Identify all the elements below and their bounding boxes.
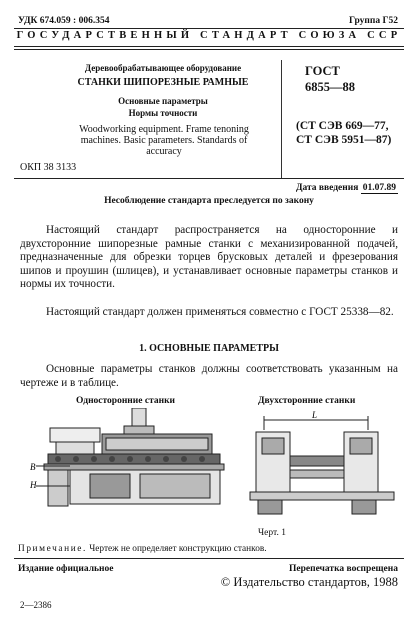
date-label: Дата введения (295, 183, 359, 193)
caption-one-sided: Односторонние станки (76, 396, 176, 406)
st-sev-1: (СТ СЭВ 669—77, (296, 120, 389, 132)
copyright: © Издательство стандартов, 1988 (220, 575, 398, 589)
title-rule (14, 178, 404, 179)
english-title: Woodworking equipment. Frame tenoning machines. Basic parameters. Standards of accuracy (79, 124, 249, 157)
reprint-prohibited: Перепечатка воспрещена (288, 564, 398, 574)
gost-block (305, 64, 355, 95)
gost-number: 6855—88 (305, 79, 355, 94)
introduction-date (296, 183, 398, 193)
label-b: B (30, 462, 36, 472)
violation-notice: Несоблюдение стандарта преследуется по закону (104, 196, 314, 206)
note-label: Примечание. (18, 544, 87, 554)
okp-code: ОКП 38 3133 (20, 162, 77, 173)
section-title: 1. ОСНОВНЫЕ ПАРАМЕТРЫ (139, 343, 279, 354)
udk-code: УДК 674.059 : 006.354 (18, 16, 110, 26)
st-sev-2: СТ СЭВ 5951—87) (296, 133, 392, 146)
subtitle-parameters: Основные параметры (118, 96, 208, 106)
st-sev-block (296, 120, 391, 148)
header-rule-bottom-2 (14, 49, 404, 50)
figure-caption: Черт. 1 (258, 528, 286, 538)
label-h: H (30, 480, 37, 490)
note-text: Чертеж не определяет конструкцию станков. (89, 544, 267, 554)
category-label: Деревообрабатывающее оборудование (84, 63, 242, 73)
paragraph-parameters: Основные параметры станков должны соответствовать указанным на чертеже и в таблице. (20, 363, 398, 389)
label-l: L (312, 410, 318, 420)
two-sided-machine-drawing (244, 408, 400, 520)
state-standard-banner: ГОСУДАРСТВЕННЫЙ СТАНДАРТ СОЮЗА ССР (16, 30, 402, 41)
figure-note (18, 544, 267, 554)
date-value: 01.07.89 (362, 183, 396, 193)
paragraph-scope: Настоящий стандарт распространяется на односторонние и двухсторонние шипорезные рамные станки с механизированной подачей, предназначенные для обрезки торцев брусковых деталей и фрезерования шипов и проушин (шлицев), и устанавливает основные параметры станков и нормы их точности. (20, 224, 398, 290)
footer-rule (14, 558, 404, 559)
paragraph-joint-use: Настоящий стандарт должен применяться совместно с ГОСТ 25338—82. (46, 306, 394, 318)
title-divider (281, 60, 282, 178)
header-rule-top (14, 28, 404, 29)
group-code: Группа Г52 (349, 16, 398, 26)
header-rule-bottom (14, 46, 404, 47)
official-edition: Издание официальное (18, 564, 114, 574)
caption-two-sided: Двухсторонние станки (258, 396, 356, 406)
one-sided-machine-drawing (30, 408, 230, 520)
gost-label: ГОСТ (305, 64, 340, 78)
print-number: 2—2386 (20, 600, 52, 610)
title-block (58, 64, 268, 118)
document-title: СТАНКИ ШИПОРЕЗНЫЕ РАМНЫЕ (77, 77, 249, 88)
subtitle-accuracy: Нормы точности (128, 108, 198, 118)
